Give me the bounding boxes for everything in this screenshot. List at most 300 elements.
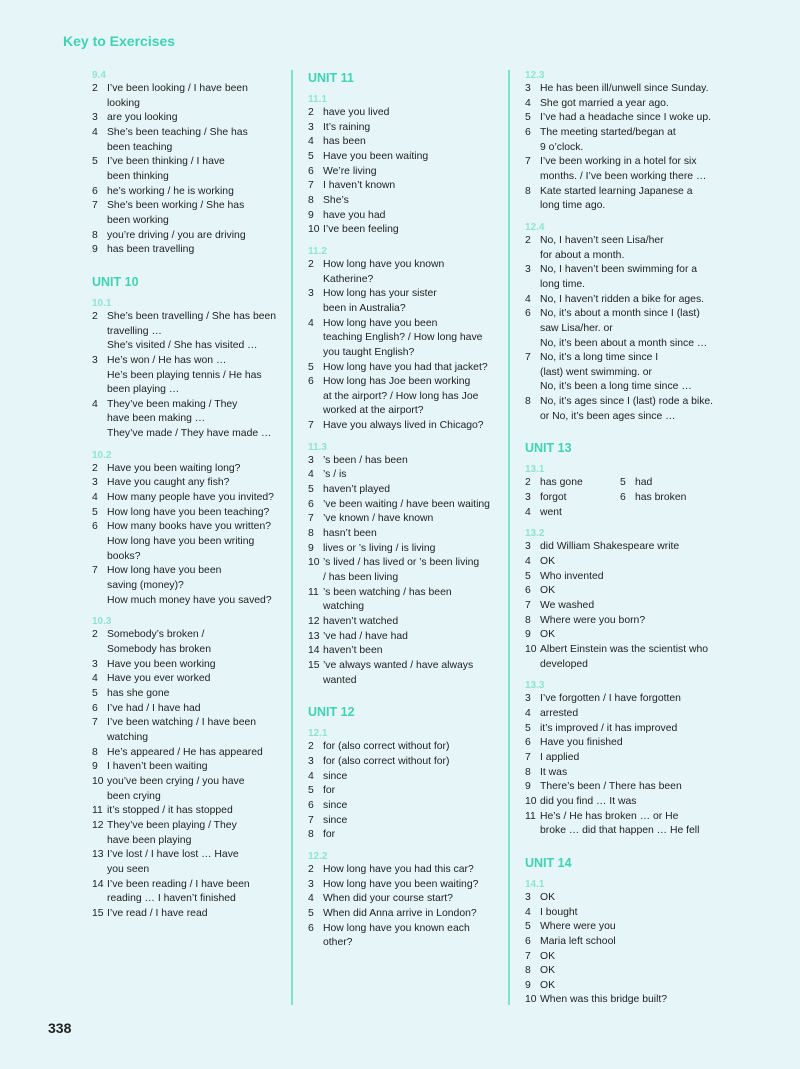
section-11-2 — [308, 246, 500, 434]
answer-list — [525, 476, 620, 520]
answer-item — [308, 258, 500, 287]
answer-number: 3 — [308, 121, 314, 133]
section-title: 10.2 — [92, 449, 112, 461]
answer-text: They’ve been making / They have been making … They’ve made / They have made … — [107, 398, 272, 440]
answer-text: No, it’s a long time since I (last) went swimming. or No, it’s been a long time since … — [540, 352, 692, 393]
answer-text: They’ve been playing / They have been playing — [107, 819, 237, 846]
answer-text: arrested — [540, 707, 579, 719]
answer-list — [92, 310, 278, 442]
answer-text: went — [540, 506, 562, 518]
answer-number: 5 — [525, 570, 531, 582]
answer-number: 4 — [525, 293, 531, 305]
answer-number: 5 — [92, 156, 98, 168]
answer-text: I bought — [540, 906, 578, 918]
answer-text: No, I haven’t been swimming for a long time. — [540, 264, 698, 290]
answer-number: 3 — [525, 541, 531, 553]
answer-text: No, it’s ages since I (last) rode a bike. or No, it’s been ages since … — [540, 396, 714, 422]
answer-item — [308, 209, 500, 224]
answer-list — [525, 82, 715, 214]
answer-text: has broken — [635, 492, 687, 504]
answer-item — [92, 310, 278, 354]
answer-number: 8 — [92, 746, 98, 758]
answer-item — [92, 628, 278, 657]
answer-text: haven’t played — [323, 484, 391, 496]
answer-number: 5 — [525, 722, 531, 734]
section-12-4 — [525, 222, 715, 425]
answer-text: for — [323, 785, 336, 797]
answer-number: 8 — [308, 528, 314, 540]
column-3 — [525, 70, 715, 1008]
answer-text: He has been ill/unwell since Sunday. — [540, 83, 709, 94]
answer-text: OK — [540, 891, 556, 903]
answer-number: 14 — [308, 645, 320, 657]
unit-title: UNIT 11 — [308, 71, 354, 85]
answer-item — [308, 194, 500, 209]
answer-item — [525, 185, 715, 214]
answer-item — [525, 643, 715, 672]
answer-item — [92, 658, 278, 673]
answer-item — [525, 780, 715, 795]
answer-item — [308, 770, 500, 785]
answer-item — [308, 468, 500, 483]
unit-title: UNIT 13 — [525, 441, 572, 456]
section-title: 11.3 — [308, 441, 327, 453]
answer-item — [92, 672, 278, 687]
answer-text: Who invented — [540, 570, 604, 582]
section-12-2 — [308, 851, 500, 951]
section-title: 11.2 — [308, 245, 327, 257]
answer-text: OK — [540, 979, 556, 991]
answer-number: 3 — [525, 891, 531, 903]
answer-text: forgot — [540, 492, 567, 504]
answer-list — [92, 82, 278, 258]
answer-item — [525, 692, 715, 707]
answer-text: ’s lived / has lived or ’s been living / has been living — [323, 557, 480, 584]
answer-text: Where were you born? — [540, 614, 646, 626]
answer-text: for (also correct without for) — [323, 755, 450, 767]
answer-item — [525, 555, 715, 570]
answer-number: 8 — [525, 965, 531, 977]
answer-text: Have you ever worked — [107, 673, 211, 685]
answer-number: 6 — [308, 376, 314, 388]
answer-number: 7 — [308, 420, 314, 432]
column-divider — [291, 70, 293, 1005]
section-title: 10.1 — [92, 297, 112, 309]
answer-number: 4 — [525, 906, 531, 918]
answer-number: 6 — [92, 702, 98, 714]
column-2 — [308, 70, 500, 951]
answer-text: The meeting started/began at 9 o’clock. — [540, 126, 676, 153]
answer-number: 7 — [308, 814, 314, 826]
answer-text: OK — [540, 585, 556, 597]
answer-text: I haven’t been waiting — [107, 761, 208, 773]
answer-item — [92, 760, 278, 775]
answer-number: 2 — [308, 863, 314, 875]
answer-number: 7 — [525, 950, 531, 962]
answer-text: She got married a year ago. — [540, 97, 669, 109]
answer-item — [525, 979, 715, 994]
answer-number: 10 — [308, 557, 320, 569]
answer-item — [308, 454, 500, 469]
answer-item — [525, 722, 715, 737]
answer-item — [308, 556, 500, 585]
answer-text: How long have you known each other? — [323, 922, 470, 949]
answer-text: I’ve been working in a hotel for six months. / I’ve been working there … — [540, 156, 707, 182]
answer-text: OK — [540, 556, 556, 568]
section-13-1 — [525, 464, 715, 520]
answer-item — [308, 317, 500, 361]
answer-text: haven’t been — [323, 645, 383, 657]
answer-item — [308, 922, 500, 951]
section-12-1 — [308, 728, 500, 843]
answer-item — [92, 243, 278, 258]
answer-list — [92, 462, 278, 609]
answer-item — [308, 121, 500, 136]
answer-number: 7 — [525, 156, 531, 168]
answer-item — [308, 498, 500, 513]
answer-number: 12 — [308, 616, 320, 627]
answer-number: 4 — [308, 893, 314, 905]
answer-item — [525, 736, 715, 751]
answer-text: Have you been working — [107, 658, 216, 670]
answer-text: it’s stopped / it has stopped — [107, 805, 233, 817]
answer-number: 3 — [308, 755, 314, 767]
answer-text: ’s been / has been — [323, 454, 408, 466]
answer-item — [92, 82, 278, 111]
answer-text: I’ve been reading / I have been reading … I haven’t finished — [107, 878, 250, 905]
answer-number: 8 — [308, 194, 314, 206]
answer-text: He’s appeared / He has appeared — [107, 746, 263, 758]
answer-number: 4 — [92, 398, 98, 410]
answer-list — [525, 234, 715, 425]
answer-item — [525, 351, 715, 395]
answer-text: I’ve been thinking / I have been thinking — [107, 156, 225, 182]
answer-item — [308, 527, 500, 542]
section-title: 13.3 — [525, 680, 545, 692]
answer-item — [525, 82, 715, 97]
answer-number: 3 — [525, 492, 531, 504]
answer-item — [308, 878, 500, 893]
answer-text: It was — [540, 766, 568, 778]
answer-number: 2 — [525, 477, 531, 489]
answer-text: are you looking — [107, 112, 178, 124]
answer-item — [525, 234, 715, 263]
answer-number: 7 — [525, 751, 531, 763]
answer-item — [525, 506, 620, 521]
answer-number: 8 — [525, 614, 531, 626]
answer-text: Somebody’s broken / Somebody has broken — [107, 629, 211, 655]
answer-number: 2 — [525, 234, 531, 246]
answer-item — [92, 476, 278, 491]
answer-number: 4 — [525, 97, 531, 109]
answer-item — [308, 740, 500, 755]
answer-text: have you had — [323, 209, 386, 221]
answer-number: 6 — [308, 922, 314, 934]
answer-number: 3 — [92, 658, 98, 670]
answer-grid — [525, 476, 715, 520]
answer-number: 5 — [308, 907, 314, 919]
answer-text: has gone — [540, 477, 583, 489]
answer-item — [308, 615, 500, 630]
page-number: 338 — [48, 1020, 72, 1036]
answer-item — [525, 97, 715, 112]
answer-list — [308, 740, 500, 843]
answer-item — [525, 476, 620, 491]
answer-number: 2 — [92, 462, 98, 474]
answer-number: 5 — [525, 921, 531, 933]
answer-number: 4 — [308, 469, 314, 481]
answer-item — [525, 126, 715, 155]
section-13-2 — [525, 528, 715, 672]
answer-item — [525, 964, 715, 979]
answer-number: 3 — [92, 477, 98, 489]
answer-text: you’ve been crying / you have been crying — [107, 775, 245, 802]
answer-text: hasn’t been — [323, 528, 377, 540]
answer-text: She’s been working / She has been working — [107, 200, 245, 226]
answer-number: 10 — [525, 994, 537, 1006]
answer-item — [308, 179, 500, 194]
answer-text: No, I haven’t ridden a bike for ages. — [540, 293, 705, 305]
answer-item — [92, 462, 278, 477]
answer-item — [308, 755, 500, 770]
section-10-1 — [92, 298, 278, 442]
answer-number: 2 — [92, 629, 98, 641]
answer-text: has been — [323, 136, 366, 148]
answer-text: How many people have you invited? — [107, 492, 274, 504]
answer-number: 3 — [92, 112, 98, 124]
answer-number: 6 — [525, 308, 531, 320]
answer-text: since — [323, 799, 348, 811]
answer-text: How long have you had that jacket? — [323, 361, 488, 373]
answer-number: 7 — [525, 600, 531, 612]
section-14-1 — [525, 879, 715, 1008]
answer-item — [525, 491, 620, 506]
answer-text: Have you been waiting — [323, 150, 429, 162]
answer-text: ’s / is — [323, 469, 347, 481]
answer-item — [308, 106, 500, 121]
answer-item — [308, 659, 500, 688]
answer-number: 3 — [525, 83, 531, 94]
answer-number: 2 — [308, 258, 314, 270]
page-header: Key to Exercises — [63, 33, 176, 49]
answer-item — [525, 993, 715, 1008]
answer-text: He’s won / He has won … He’s been playing tennis / He has been playing … — [107, 354, 262, 396]
answer-text: I’ve read / I have read — [107, 907, 208, 919]
answer-item — [308, 135, 500, 150]
answer-text: Maria left school — [540, 935, 616, 947]
answer-text: ’s been watching / has been watching — [323, 586, 452, 613]
answer-text: No, I haven’t seen Lisa/her for about a month. — [540, 234, 664, 261]
answer-item — [92, 126, 278, 155]
answer-number: 6 — [525, 935, 531, 947]
answer-number: 6 — [308, 498, 314, 510]
answer-item — [308, 907, 500, 922]
answer-number: 11 — [308, 586, 319, 598]
answer-number: 3 — [525, 693, 531, 705]
answer-text: has she gone — [107, 687, 170, 699]
answer-item — [92, 185, 278, 200]
answer-item — [525, 263, 715, 292]
unit-title: UNIT 14 — [525, 855, 572, 870]
answer-text: When did your course start? — [323, 893, 453, 905]
answer-item — [92, 111, 278, 126]
answer-number: 10 — [308, 224, 320, 236]
answer-number: 5 — [308, 785, 314, 797]
section-title: 11.1 — [308, 94, 327, 105]
answer-text: OK — [540, 629, 556, 641]
answer-item — [92, 398, 278, 442]
answer-item — [308, 361, 500, 376]
answer-item — [525, 810, 715, 839]
answer-number: 7 — [308, 513, 314, 525]
unit-title: UNIT 10 — [92, 274, 139, 289]
answer-number: 8 — [525, 396, 531, 408]
answer-text: There’s been / There has been — [540, 781, 682, 793]
section-12-3 — [525, 70, 715, 214]
answer-number: 4 — [92, 126, 98, 138]
answer-number: 4 — [308, 136, 314, 148]
answer-text: Kate started learning Japanese a long time ago. — [540, 185, 693, 212]
answer-number: 3 — [92, 354, 98, 366]
answer-number: 5 — [308, 150, 314, 162]
answer-item — [525, 614, 715, 629]
section-13-3 — [525, 680, 715, 839]
answer-item — [92, 702, 278, 717]
answer-item — [308, 223, 500, 238]
answer-item — [92, 746, 278, 761]
answer-item — [308, 644, 500, 659]
answer-item — [308, 483, 500, 498]
answer-number: 6 — [308, 165, 314, 177]
answer-number: 4 — [92, 673, 98, 685]
answer-item — [525, 155, 715, 184]
answer-item — [620, 491, 715, 506]
answer-text: I’ve forgotten / I have forgotten — [540, 693, 681, 705]
answer-text: When was this bridge built? — [540, 994, 668, 1006]
section-title: 12.3 — [525, 70, 545, 81]
answer-item — [92, 878, 278, 907]
section-10-2 — [92, 450, 278, 609]
answer-text: since — [323, 814, 348, 826]
answer-item — [525, 891, 715, 906]
answer-number: 9 — [525, 781, 531, 793]
answer-text: it’s improved / it has improved — [540, 722, 678, 734]
answer-item — [308, 863, 500, 878]
answer-text: did you find … It was — [540, 795, 637, 807]
answer-list — [308, 454, 500, 689]
answer-number: 9 — [308, 209, 314, 221]
answer-text: How many books have you written? How long have you been writing books? — [107, 521, 272, 562]
answer-item — [92, 848, 278, 877]
answer-number: 9 — [308, 542, 314, 554]
answer-number: 6 — [525, 585, 531, 597]
answer-item — [92, 520, 278, 564]
answer-number: 4 — [525, 707, 531, 719]
answer-number: 4 — [525, 506, 531, 518]
answer-list — [525, 891, 715, 1008]
answer-item — [525, 395, 715, 424]
answer-number: 2 — [92, 83, 98, 94]
answer-item — [92, 155, 278, 184]
answer-item — [308, 586, 500, 615]
answer-text: OK — [540, 950, 556, 962]
answer-item — [308, 419, 500, 434]
answer-item — [92, 907, 278, 922]
answer-text: you’re driving / you are driving — [107, 229, 246, 241]
answer-item — [308, 892, 500, 907]
answer-text: When did Anna arrive in London? — [323, 907, 477, 919]
answer-list — [620, 476, 715, 520]
answer-item — [525, 935, 715, 950]
section-11-3 — [308, 442, 500, 689]
answer-text: How long have you been teaching English? / How long have you taught English? — [323, 317, 483, 358]
answer-item — [92, 716, 278, 745]
answer-text: he’s working / he is working — [107, 185, 234, 197]
answer-item — [92, 775, 278, 804]
section-title: 12.1 — [308, 728, 328, 740]
section-title: 13.1 — [525, 464, 545, 476]
answer-number: 7 — [525, 352, 531, 364]
answer-text: She’s been teaching / She has been teaching — [107, 126, 248, 153]
column-1 — [92, 70, 278, 921]
answer-number: 9 — [92, 761, 98, 773]
answer-item — [92, 819, 278, 848]
answer-list — [525, 540, 715, 672]
answer-number: 9 — [525, 979, 531, 991]
section-title: 12.2 — [308, 850, 328, 862]
answer-number: 7 — [92, 200, 98, 212]
answer-text: Have you caught any fish? — [107, 477, 230, 489]
section-11-1 — [308, 94, 500, 238]
answer-number: 5 — [308, 484, 314, 496]
answer-number: 11 — [525, 810, 536, 822]
answer-number: 6 — [620, 492, 626, 504]
answer-item — [525, 950, 715, 965]
answer-text: Have you been waiting long? — [107, 462, 241, 474]
answer-number: 8 — [308, 829, 314, 841]
answer-item — [525, 570, 715, 585]
answer-text: How long have you had this car? — [323, 863, 474, 875]
answer-number: 13 — [308, 630, 320, 642]
answer-number: 8 — [525, 766, 531, 778]
column-divider — [508, 70, 510, 1005]
answer-list — [308, 106, 500, 238]
answer-number: 11 — [92, 805, 103, 817]
answer-item — [308, 630, 500, 645]
answer-text: We’re living — [323, 165, 377, 177]
answer-item — [308, 542, 500, 557]
answer-text: No, it’s about a month since I (last) saw Lisa/her. or No, it’s been about a month since … — [540, 308, 708, 349]
answer-text: haven’t watched — [323, 616, 399, 627]
answer-item — [92, 804, 278, 819]
answer-text: since — [323, 770, 348, 782]
answer-text: How long have you been waiting? — [323, 878, 479, 890]
answer-item — [308, 784, 500, 799]
answer-number: 2 — [308, 107, 314, 118]
answer-text: She’s — [323, 194, 349, 206]
answer-item — [92, 354, 278, 398]
section-title: 14.1 — [525, 878, 545, 890]
answer-text: ’ve known / have known — [323, 513, 434, 525]
answer-text: How long has your sister been in Australia? — [323, 288, 437, 314]
answer-item — [525, 920, 715, 935]
answer-item — [92, 687, 278, 702]
answer-text: did William Shakespeare write — [540, 541, 680, 553]
answer-item — [525, 766, 715, 781]
answer-text: has been travelling — [107, 244, 195, 256]
answer-number: 6 — [92, 521, 98, 533]
answer-number: 3 — [308, 288, 314, 300]
